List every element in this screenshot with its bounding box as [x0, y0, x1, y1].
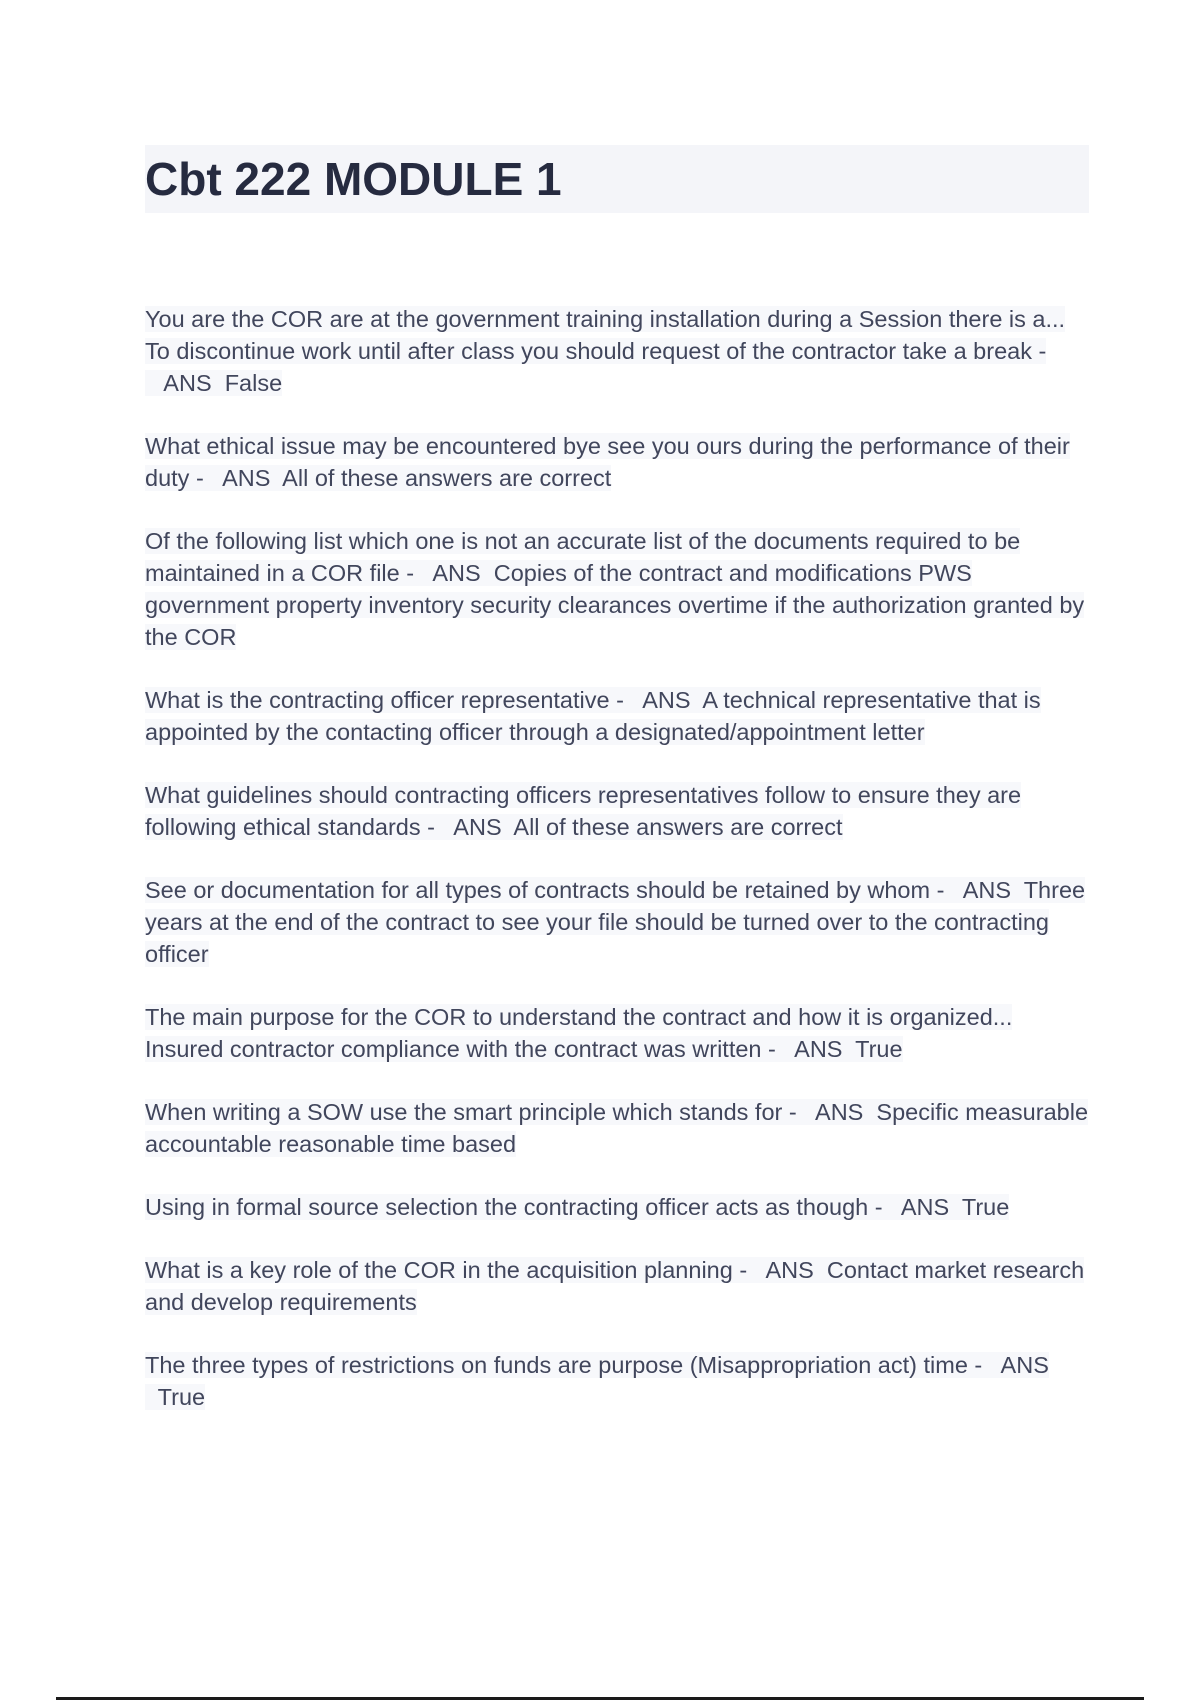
question-text: What ethical issue may be encountered bye see you ours during the performance of their duty -	[145, 433, 1070, 491]
question-text: Using in formal source selection the contracting officer acts as though -	[145, 1194, 883, 1220]
question-text: When writing a SOW use the smart principle which stands for -	[145, 1099, 797, 1125]
answer-text: True	[855, 1036, 903, 1062]
answer-text: Copies of the contract and modifications PWS government property inventory security clearances overtime if the authorization granted by the COR	[145, 560, 1085, 650]
question-text: You are the COR are at the government training installation during a Session there is a... To discontinue work until after class you should request of the contractor take a break -	[145, 306, 1066, 364]
qa-item	[145, 684, 1089, 748]
question-text: The main purpose for the COR to understand the contract and how it is organized... Insured contractor compliance with the contract was written -	[145, 1004, 1013, 1062]
answer-text: True	[961, 1194, 1010, 1220]
answer-prefix: ANS	[222, 465, 271, 491]
qa-item	[145, 874, 1089, 970]
answer-text: All of these answers are correct	[282, 465, 612, 491]
answer-prefix: ANS	[815, 1099, 864, 1125]
qa-item	[145, 1349, 1089, 1413]
answer-prefix: ANS	[432, 560, 481, 586]
question-text: See or documentation for all types of contracts should be retained by whom -	[145, 877, 945, 903]
answer-prefix: ANS	[765, 1257, 814, 1283]
qa-item	[145, 525, 1089, 653]
qa-item	[145, 1254, 1089, 1318]
answer-text: Three years at the end of the contract to see your file should be turned over to the contracting officer	[145, 877, 1086, 967]
answer-text: Contact market research and develop requirements	[145, 1257, 1085, 1315]
answer-prefix: ANS	[962, 877, 1012, 903]
qa-item	[145, 1191, 1089, 1223]
answer-prefix: ANS	[163, 370, 212, 396]
qa-item	[145, 430, 1089, 494]
question-text: Of the following list which one is not an accurate list of the documents required to be maintained in a COR file -	[145, 528, 1021, 586]
answer-text: True	[157, 1384, 206, 1410]
answer-prefix: ANS	[794, 1036, 843, 1062]
answer-text: False	[224, 370, 283, 396]
question-text: What guidelines should contracting officers representatives follow to ensure they are following ethical standards -	[145, 782, 1022, 840]
page-title: Cbt 222 MODULE 1	[145, 153, 562, 205]
answer-text: A technical representative that is appointed by the contacting officer through a designated/appointment letter	[145, 687, 1041, 745]
question-text: The three types of restrictions on funds are purpose (Misappropriation act) time -	[145, 1352, 983, 1378]
answer-prefix: ANS	[453, 814, 502, 840]
answer-prefix: ANS	[1000, 1352, 1049, 1378]
answer-text: All of these answers are correct	[513, 814, 843, 840]
qa-item	[145, 1001, 1089, 1065]
question-text: What is a key role of the COR in the acquisition planning -	[145, 1257, 748, 1283]
qa-item	[145, 779, 1089, 843]
answer-prefix: ANS	[900, 1194, 950, 1220]
answer-prefix: ANS	[642, 687, 691, 713]
answer-text: Specific measurable accountable reasonable time based	[145, 1099, 1089, 1157]
title-banner	[145, 145, 1089, 213]
qa-list	[145, 303, 1089, 1444]
qa-item	[145, 1096, 1089, 1160]
qa-item	[145, 303, 1089, 399]
question-text: What is the contracting officer representative -	[145, 687, 624, 713]
